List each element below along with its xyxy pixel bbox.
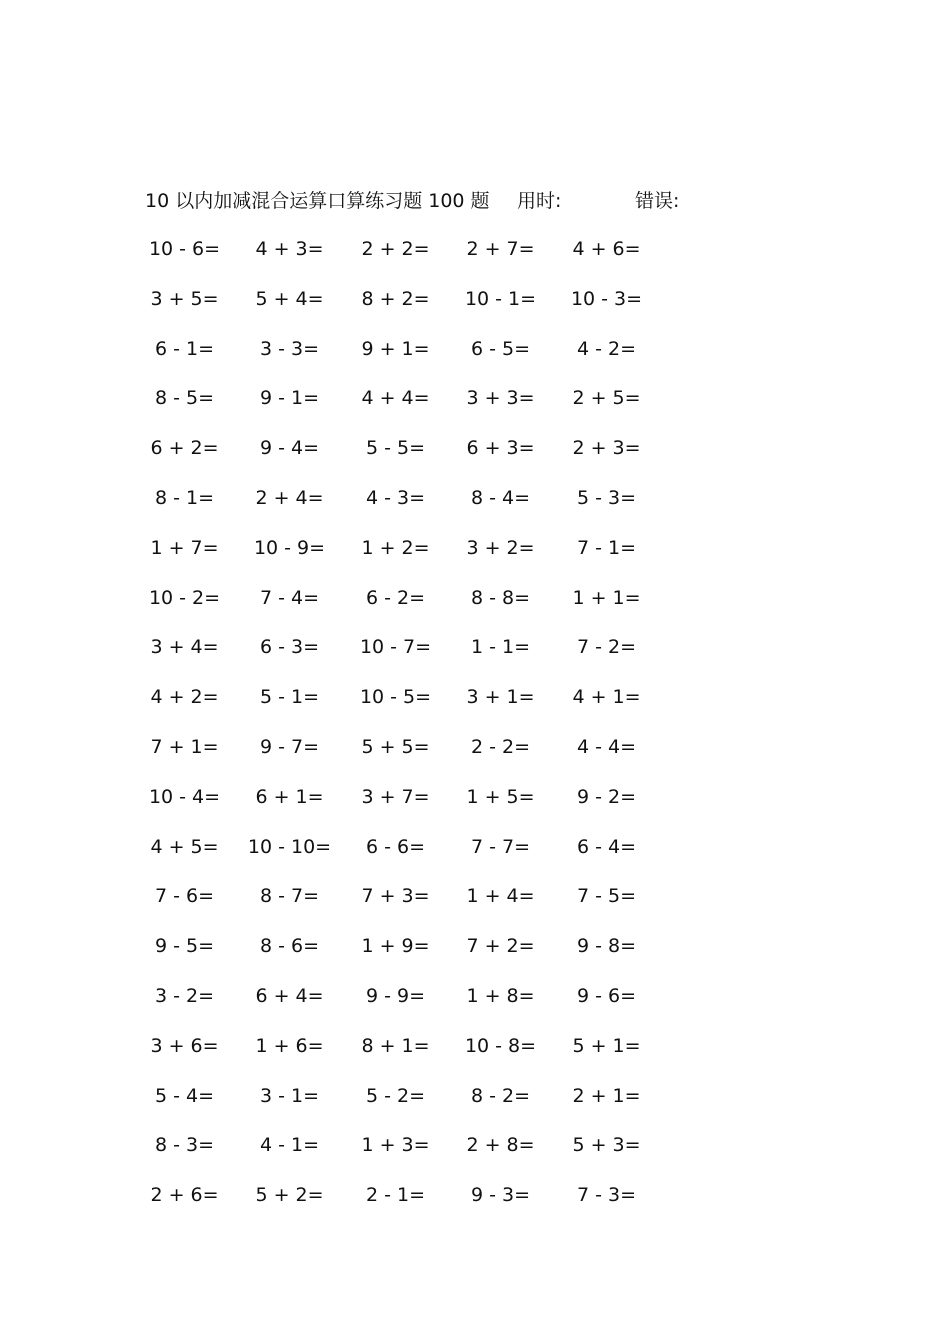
problem-cell: 9 - 3= bbox=[470, 1184, 531, 1207]
problem-cell: 10 - 8= bbox=[464, 1034, 537, 1057]
problem-cell: 6 - 4= bbox=[576, 835, 637, 858]
problem-cell: 5 - 5= bbox=[365, 437, 426, 460]
problem-cell: 1 + 2= bbox=[361, 536, 430, 559]
problem-cell: 7 - 2= bbox=[576, 636, 637, 659]
problem-cell: 2 + 7= bbox=[466, 238, 535, 260]
problem-cell: 6 + 2= bbox=[150, 437, 219, 460]
problem-cell: 3 + 6= bbox=[150, 1034, 219, 1057]
problem-cell: 3 + 4= bbox=[150, 636, 219, 659]
problem-cell: 4 + 5= bbox=[150, 835, 219, 858]
problem-row bbox=[145, 933, 705, 983]
problem-cell: 1 + 9= bbox=[361, 935, 430, 958]
problem-cell: 4 + 4= bbox=[361, 387, 430, 410]
problem-row bbox=[145, 585, 705, 635]
problem-cell: 3 - 1= bbox=[259, 1084, 320, 1107]
problem-cell: 6 - 6= bbox=[365, 835, 426, 858]
problem-cell: 10 - 9= bbox=[253, 536, 326, 559]
problem-cell: 7 + 3= bbox=[361, 885, 430, 908]
problem-row bbox=[145, 784, 705, 834]
problem-row bbox=[145, 1033, 705, 1083]
problem-cell: 4 + 2= bbox=[150, 686, 219, 709]
problem-cell: 7 - 4= bbox=[259, 586, 320, 609]
problem-cell: 5 - 4= bbox=[154, 1084, 215, 1107]
problem-row bbox=[145, 983, 705, 1033]
problem-cell: 8 - 7= bbox=[259, 885, 320, 908]
problem-cell: 1 - 1= bbox=[470, 636, 531, 659]
problem-cell: 2 + 5= bbox=[572, 387, 641, 410]
problem-cell: 9 + 1= bbox=[361, 337, 430, 360]
problem-cell: 4 - 3= bbox=[365, 486, 426, 509]
problem-cell: 4 + 6= bbox=[572, 238, 641, 260]
problem-cell: 5 + 5= bbox=[361, 735, 430, 758]
problem-cell: 1 + 7= bbox=[150, 536, 219, 559]
problem-row bbox=[145, 734, 705, 784]
problem-row bbox=[145, 485, 705, 535]
problem-cell: 7 - 1= bbox=[576, 536, 637, 559]
problem-cell: 10 - 7= bbox=[359, 636, 432, 659]
problem-cell: 8 - 5= bbox=[154, 387, 215, 410]
problem-row bbox=[145, 236, 705, 286]
problem-row bbox=[145, 385, 705, 435]
problem-cell: 9 - 2= bbox=[576, 785, 637, 808]
problem-cell: 6 - 3= bbox=[259, 636, 320, 659]
problem-cell: 8 + 1= bbox=[361, 1034, 430, 1057]
problem-row bbox=[145, 834, 705, 884]
time-used-label: 用时: bbox=[517, 190, 562, 212]
problem-cell: 2 + 1= bbox=[572, 1084, 641, 1107]
problem-row bbox=[145, 634, 705, 684]
problem-cell: 1 + 5= bbox=[466, 785, 535, 808]
problem-cell: 5 + 4= bbox=[255, 287, 324, 310]
problem-cell: 9 - 7= bbox=[259, 735, 320, 758]
problem-row bbox=[145, 535, 705, 585]
problem-row bbox=[145, 1083, 705, 1133]
problem-cell: 1 + 8= bbox=[466, 984, 535, 1007]
problem-cell: 9 - 6= bbox=[576, 984, 637, 1007]
problem-row bbox=[145, 1182, 705, 1232]
worksheet-title: 10 以内加减混合运算口算练习题 100 题 bbox=[145, 190, 490, 212]
problem-cell: 7 - 3= bbox=[576, 1184, 637, 1207]
problem-cell: 6 + 4= bbox=[255, 984, 324, 1007]
problem-cell: 1 + 4= bbox=[466, 885, 535, 908]
problem-cell: 5 + 2= bbox=[255, 1184, 324, 1207]
problem-cell: 2 + 3= bbox=[572, 437, 641, 460]
problem-row bbox=[145, 435, 705, 485]
problem-cell: 7 - 7= bbox=[470, 835, 531, 858]
problem-cell: 10 - 5= bbox=[359, 686, 432, 709]
worksheet-header bbox=[145, 186, 845, 216]
problem-cell: 7 + 1= bbox=[150, 735, 219, 758]
problem-cell: 3 - 2= bbox=[154, 984, 215, 1007]
problem-cell: 4 + 1= bbox=[572, 686, 641, 709]
problem-cell: 1 + 6= bbox=[255, 1034, 324, 1057]
problem-cell: 8 - 6= bbox=[259, 935, 320, 958]
problem-cell: 9 - 5= bbox=[154, 935, 215, 958]
problem-cell: 2 + 2= bbox=[361, 238, 430, 260]
problem-cell: 3 + 5= bbox=[150, 287, 219, 310]
problem-cell: 10 - 3= bbox=[570, 287, 643, 310]
problem-cell: 10 - 1= bbox=[464, 287, 537, 310]
problem-cell: 2 - 2= bbox=[470, 735, 531, 758]
problem-cell: 5 + 3= bbox=[572, 1134, 641, 1157]
problem-cell: 6 - 1= bbox=[154, 337, 215, 360]
problem-cell: 4 - 2= bbox=[576, 337, 637, 360]
problem-cell: 10 - 6= bbox=[148, 238, 221, 260]
problem-cell: 7 + 2= bbox=[466, 935, 535, 958]
problem-cell: 8 + 2= bbox=[361, 287, 430, 310]
problem-cell: 8 - 8= bbox=[470, 586, 531, 609]
problem-row bbox=[145, 684, 705, 734]
problem-cell: 5 - 1= bbox=[259, 686, 320, 709]
problem-cell: 4 - 1= bbox=[259, 1134, 320, 1157]
problem-cell: 8 - 2= bbox=[470, 1084, 531, 1107]
problem-cell: 8 - 3= bbox=[154, 1134, 215, 1157]
problem-cell: 7 - 5= bbox=[576, 885, 637, 908]
problem-cell: 3 - 3= bbox=[259, 337, 320, 360]
problem-cell: 3 + 2= bbox=[466, 536, 535, 559]
errors-label: 错误: bbox=[635, 190, 680, 212]
problem-cell: 6 + 1= bbox=[255, 785, 324, 808]
problem-cell: 1 + 3= bbox=[361, 1134, 430, 1157]
problem-cell: 7 - 6= bbox=[154, 885, 215, 908]
problem-cell: 10 - 2= bbox=[148, 586, 221, 609]
problem-cell: 10 - 10= bbox=[247, 835, 332, 858]
problem-cell: 3 + 1= bbox=[466, 686, 535, 709]
problem-cell: 9 - 9= bbox=[365, 984, 426, 1007]
problem-cell: 5 + 1= bbox=[572, 1034, 641, 1057]
problem-cell: 9 - 8= bbox=[576, 935, 637, 958]
problem-row bbox=[145, 336, 705, 386]
problem-cell: 6 + 3= bbox=[466, 437, 535, 460]
problem-cell: 4 - 4= bbox=[576, 735, 637, 758]
problem-cell: 2 + 4= bbox=[255, 486, 324, 509]
problem-row bbox=[145, 883, 705, 933]
problem-cell: 2 - 1= bbox=[365, 1184, 426, 1207]
problem-grid bbox=[145, 236, 705, 1232]
problem-cell: 3 + 7= bbox=[361, 785, 430, 808]
problem-cell: 2 + 8= bbox=[466, 1134, 535, 1157]
problem-cell: 8 - 4= bbox=[470, 486, 531, 509]
problem-cell: 6 - 2= bbox=[365, 586, 426, 609]
problem-cell: 5 - 2= bbox=[365, 1084, 426, 1107]
problem-cell: 4 + 3= bbox=[255, 238, 324, 260]
problem-cell: 5 - 3= bbox=[576, 486, 637, 509]
problem-cell: 3 + 3= bbox=[466, 387, 535, 410]
problem-cell: 9 - 1= bbox=[259, 387, 320, 410]
problem-cell: 1 + 1= bbox=[572, 586, 641, 609]
problem-cell: 2 + 6= bbox=[150, 1184, 219, 1207]
problem-cell: 9 - 4= bbox=[259, 437, 320, 460]
problem-row bbox=[145, 286, 705, 336]
problem-cell: 8 - 1= bbox=[154, 486, 215, 509]
problem-cell: 6 - 5= bbox=[470, 337, 531, 360]
problem-row bbox=[145, 1132, 705, 1182]
problem-cell: 10 - 4= bbox=[148, 785, 221, 808]
